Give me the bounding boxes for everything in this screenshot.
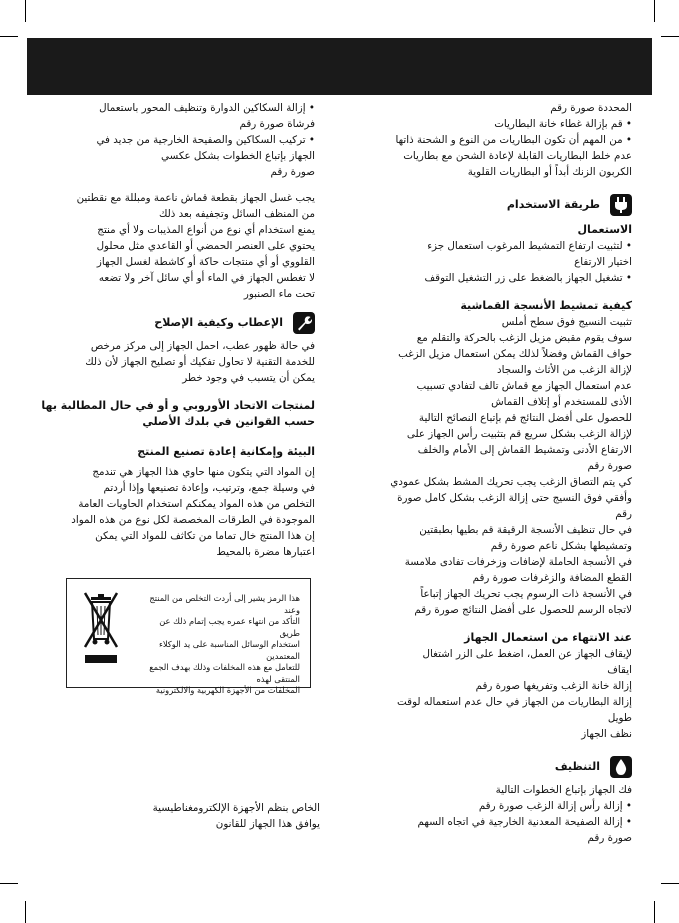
- right-column: [350, 100, 632, 846]
- crop-mark: [654, 0, 655, 22]
- fabric-line: الارتفاع الأدنى وتمشيط القماش إلى الأمام والخلف: [417, 444, 632, 456]
- repair-heading: [35, 312, 315, 334]
- fabric-line: سوف يقوم مقبض مزيل الزغب بالحركة والتقلم مع: [416, 332, 632, 344]
- fabric-line: حواف القماش وفضلاً لذلك يمكن استعمال مزيل الزغب: [398, 348, 632, 360]
- after-use-line: لإيقاف الجهاز عن العمل، اضغط على الزر اشتغال: [422, 648, 632, 660]
- care-line: القلووي أو أي منتجات حاكة أو كاشطة لغسل الجهاز: [96, 256, 315, 268]
- disassembly-bullet: الجهاز بإتباع الخطوات بشكل عكسي: [161, 150, 315, 162]
- environment-title: البيئة وإمكانية إعادة تصنيع المنتج: [137, 445, 315, 458]
- header-bar: [27, 38, 652, 95]
- usage-method-title: طريقة الاستخدام: [506, 198, 600, 211]
- care-line: يجب غسل الجهاز بقطعة قماش ناعمة ومبللة مع نقطتين: [76, 192, 315, 204]
- eu-products-line: حسب القوانين في بلدك الأصلي: [142, 415, 315, 428]
- eu-products-line: لمنتجات الاتحاد الأوروبي و أو في حال المطالبة بها: [41, 399, 315, 412]
- weee-line: التأكد من انتهاء عمره يجب إتمام ذلك عن طريق: [159, 616, 300, 638]
- crossed-bin-icon: [81, 591, 121, 677]
- environment-line: اعتبارها مضرة بالمحيط: [216, 546, 315, 558]
- environment-line: إن هذا المنتج خال تماما من تكاثف للمواد التي يمكن: [95, 530, 315, 542]
- weee-line: المخلفات من الأجهزة الكهربية والالكترونية: [155, 685, 300, 695]
- fabric-line: القطع المضافة والزغرفات صورة رقم: [472, 572, 632, 584]
- care-line: لا تغطس الجهاز في الماء أو أي سائل آخر ولا تضعه: [98, 272, 315, 284]
- care-line: يحتوي على العنصر الحمضي أو القاعدي مثل محلول: [96, 240, 315, 252]
- cleaning-title: التنظيف: [554, 760, 600, 773]
- crop-mark: [0, 36, 18, 37]
- environment-line: الموجودة في الطرقات المخصصة لكل نوع من هذه المواد: [71, 514, 315, 526]
- fabric-line: لإزالة الزغب بشكل سريع قم بتثبيت رأس الجهاز على: [406, 428, 632, 440]
- fabric-line: في الأنسجة ذات الرسوم يجب تحريك الجهاز إتباعاً: [420, 588, 632, 600]
- usage-line: اختيار الارتفاع: [574, 256, 632, 268]
- environment-line: في وسيلة جمع، وترتيب، وإعادة تصنيعها وإذا أردتم: [103, 482, 315, 494]
- cleaning-heading: [350, 756, 632, 778]
- droplet-icon: [610, 756, 632, 778]
- environment-line: التخلص من هذه المواد يمكنكم استخدام الحاويات العامة: [78, 498, 315, 510]
- cleaning-intro: فك الجهاز بإتباع الخطوات التالية: [495, 784, 632, 796]
- intro-line: عدم خلط البطاريات القابلة لإعادة الشحن مع بطاريات: [403, 150, 632, 162]
- after-use-title: عند الانتهاء من استعمال الجهاز: [464, 631, 632, 644]
- disassembly-bullet: • تركيب السكاكين والصفيحة الخارجية من جديد في: [35, 132, 315, 148]
- fabric-line: عدم استعمال الجهاز مع قماش تالف لتفادي تسبيب: [416, 380, 632, 392]
- care-line: تحت ماء الصنبور: [243, 288, 315, 300]
- fabric-line: وأفقي فوق النسيج حتى إزالة الزغب بشكل كامل صورة: [397, 492, 632, 504]
- repair-line: في حالة ظهور عطب، احمل الجهاز إلى مركز مرخص: [90, 340, 315, 352]
- crop-mark: [661, 883, 679, 884]
- after-use-line: إزالة البطاريات من الجهاز في حال عدم استعماله لوقت: [397, 696, 632, 708]
- crop-mark: [0, 883, 18, 884]
- care-line: من المنظف السائل وتجفيفه بعد ذلك: [158, 208, 315, 220]
- fabric-line: وتمشيطها بشكل ناعم صورة رقم: [490, 540, 632, 552]
- cleaning-bullet: • إزالة الصفيحة المعدنية الخارجية في اتجاه السهم: [350, 814, 632, 830]
- after-use-line: نظف الجهاز: [581, 728, 632, 740]
- usage-subheading: الاستعمال: [577, 223, 632, 236]
- weee-notice-text: [140, 593, 300, 697]
- intro-line: • قم بإزالة غطاء خانة البطاريات: [350, 116, 632, 132]
- fabric-line: في حال تنظيف الأنسجة الرقيقة قم بطيها بطبقتين: [419, 524, 632, 536]
- environment-line: إن المواد التي يتكون منها حاوي هذا الجهاز هي تندمج: [92, 466, 315, 478]
- fabric-line: لاتجاه الرسم للحصول على أفضل النتائج صورة رقم: [414, 604, 632, 616]
- cleaning-bullet: صورة رقم: [587, 832, 632, 844]
- fabric-line: الأذى للمستخدم أو إتلاف القماش: [491, 396, 632, 408]
- usage-method-heading: [350, 194, 632, 216]
- after-use-line: ايقاف: [607, 664, 632, 676]
- disassembly-bullet: • إزالة السكاكين الدوارة وتنظيف المحور باستعمال: [35, 100, 315, 116]
- repair-title: الإعطاب وكيفية الإصلاح: [154, 316, 283, 329]
- fabric-brushing-title: كيفية تمشيط الأنسجة القماشية: [460, 299, 632, 312]
- fabric-line: كي يتم التصاق الزغب يجب تحريك المشط بشكل عمودي: [390, 476, 632, 488]
- footer-line: الخاص بنظم الأجهزة الإلكترومغناطيسية: [152, 802, 320, 814]
- repair-line: للخدمة التقنية لا تحاول تفكيك أو تصليح الجهاز لأن ذلك: [85, 356, 315, 368]
- crop-mark: [661, 36, 679, 37]
- intro-line: • من المهم أن تكون البطاريات من النوع و الشحنة ذاتها: [350, 132, 632, 148]
- usage-line: • تشغيل الجهاز بالضغط على زر التشغيل التوقف: [350, 270, 632, 286]
- fabric-line: تثبيت النسيج فوق سطح أملس: [501, 316, 632, 328]
- disassembly-bullet: صورة رقم: [270, 166, 315, 178]
- weee-line: للتعامل مع هذه المخلفات وذلك بهدف الجمع المنتقى لهذه: [149, 662, 300, 684]
- wrench-icon: [293, 312, 315, 334]
- weee-notice-box: [66, 578, 311, 695]
- crop-mark: [25, 0, 26, 22]
- disassembly-bullet: فرشاة صورة رقم: [239, 118, 315, 130]
- repair-line: يمكن أن يتسبب في وجود خطر: [182, 372, 315, 384]
- intro-line: الكربون الزنك أبداً أو البطاريات القلوية: [467, 166, 632, 178]
- weee-line: هذا الرمز يشير إلى أردت التخلص من المنتج وعند: [149, 593, 300, 615]
- cleaning-bullet: • إزالة رأس إزالة الزغب صورة رقم: [350, 798, 632, 814]
- weee-line: استخدام الوسائل المناسبة على يد الوكلاء المعتمدين: [158, 639, 300, 661]
- usage-line: • لتثبيت ارتفاع التمشيط المرغوب استعمال جزء: [350, 238, 632, 254]
- crop-mark: [25, 901, 26, 923]
- after-use-line: إزالة خانة الزغب وتفريغها صورة رقم: [475, 680, 632, 692]
- fabric-line: للحصول على أفضل النتائج قم بإتباع النصائح التالية: [418, 412, 632, 424]
- crop-mark: [654, 901, 655, 923]
- fabric-line: صورة رقم: [587, 460, 632, 472]
- left-column: [35, 100, 315, 560]
- emc-footer: [70, 800, 320, 832]
- plug-icon: [610, 194, 632, 216]
- care-line: يمنع استخدام أي نوع من أنواع المذيبات ولا أي منتج: [97, 224, 315, 236]
- footer-line: يوافق هذا الجهاز للقانون: [215, 818, 320, 830]
- fabric-line: في الأنسجة الحاملة لإضافات وزخرفات تفادى ملامسة: [404, 556, 632, 568]
- fabric-line: رقم: [615, 508, 632, 520]
- after-use-line: طويل: [607, 712, 632, 724]
- fabric-line: لإزالة الزغب من الأثاث والسجاد: [497, 364, 632, 376]
- intro-line: المحددة صورة رقم: [550, 102, 632, 114]
